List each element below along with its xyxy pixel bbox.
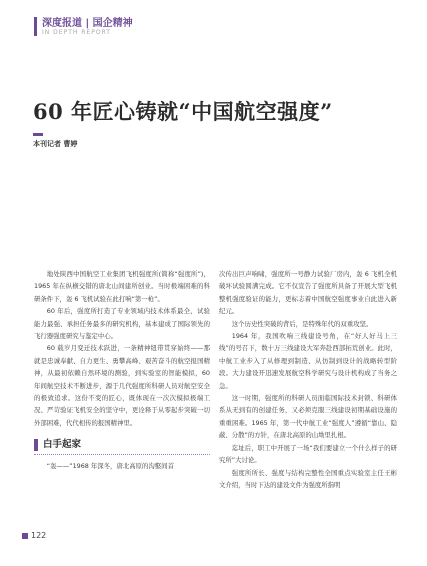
page-number: 122	[31, 531, 47, 540]
body-paragraph: 地处陕西中国航空工业集团飞机强度所(简称“强度所”)，1965 年在纵横交错的唐北山间建所创业。当时极端困难的科研条件下，轰 6 飞机试验在此打响“第一枪”。	[34, 270, 210, 303]
body-paragraph: 次传出巨声响啸，强度所一号静力试验厂房内，轰 6 飞机全机破坏试验圆满完成。它不仅宣告了强度所具备了开展大型飞机整机强度验证的能力，更标志着中国航空强度事业自此进入新纪元。	[219, 270, 397, 316]
body-paragraph: 这个历史性突破的背后，是特殊年代的双重攻坚。	[231, 319, 373, 328]
section-label-en: IN DEPTH REPORT	[42, 29, 111, 36]
body-paragraph: 60 载岁月变迁技术跃进，一条精神纽带贯穿始终——那就是忠诚奉献、自力更生、勇攀高峰、艰苦奋斗的航空报国精神，从最初依赖自然环境的测验，到实验室的智能模拟，60 年间航空技术不断进步，源于几代强度所科研人员对航空安全的极致追求。这份不变的匠心，既体现在一次次模拟极端工况、严苛验证飞机安全的坚守中，更诠释于从零起步突破一切外部困难，代代相传的报国精神里。	[34, 344, 210, 427]
article-title: 60 年匠心铸就“中国航空强度”	[33, 99, 333, 124]
page-number-marker	[22, 533, 28, 539]
body-paragraph: 强度所所长、强度与结构完整性全国重点实验室主任王彬文介绍，当时下达的建设文件为强度所指明	[219, 468, 397, 489]
section-heading-rule	[34, 454, 210, 455]
section-label: 深度报道 | 国企精神	[42, 18, 133, 29]
byline: 本刊记者 曹婷	[33, 140, 78, 148]
body-paragraph: 1964 年，我国吹响三线建设号角，在“好人好马上三线”的号召下，数十万三线建设大军奔赴西部拓荒创业。此时，中航工业步入了从修理到制造、从仿制到设计的战略转型阶段。大力建设开迅速发展航空科学研究与设计机构成了当务之急。	[219, 332, 397, 390]
body-paragraph: 60 年后，强度所打造了专业领域内技术体系最全、试验能力最强、承担任务最多的研究机构，基本建成了国际领先的飞行器强度研究与鉴定中心。	[34, 307, 210, 341]
right-column	[219, 268, 397, 491]
body-paragraph: “轰——”1968 年深冬，唐北高原的沟壑间首	[46, 461, 174, 470]
title-accent-bar	[33, 133, 43, 136]
body-paragraph: 这一时期，强度所的科研人员面临国际技术封锁、科研体系从无到有的创建任务，又必须克服三线建设初期基础设施的重重困难。1965 年，第一代中航工业“强度人”遵循“靠山、隐蔽、分散”的方针，在唐北高原的山坳里扎根。	[219, 394, 397, 440]
body-paragraph: 迄址后，职工中开展了一场“我们要建立一个什么样子的研究所”大讨论。	[219, 443, 397, 465]
section-heading: 白手起家	[43, 439, 82, 451]
section-marker	[34, 17, 37, 36]
section-heading-bar	[34, 439, 38, 451]
left-column	[34, 268, 210, 472]
section-heading-block	[34, 439, 210, 451]
